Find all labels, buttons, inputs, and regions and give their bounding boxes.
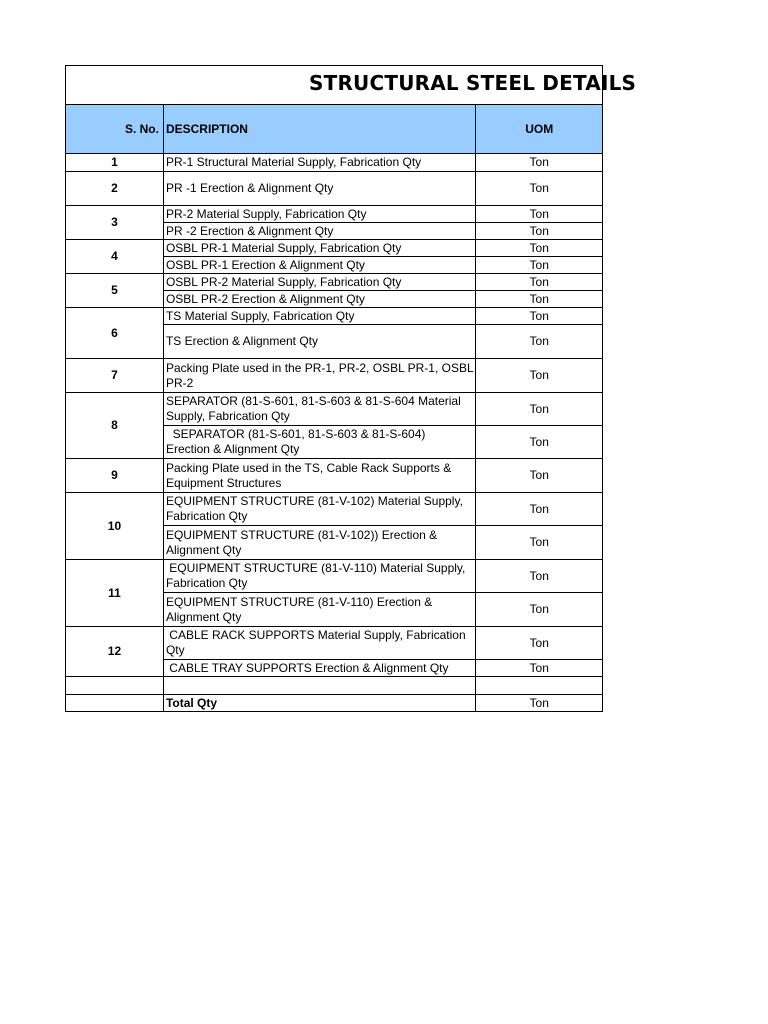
uom-cell: Ton bbox=[476, 154, 603, 172]
structural-steel-sheet bbox=[65, 65, 637, 712]
uom-cell: Ton bbox=[476, 493, 603, 526]
uom-cell: Ton bbox=[476, 291, 603, 308]
uom-cell: Ton bbox=[476, 223, 603, 240]
total-sno-cell bbox=[66, 695, 163, 712]
description-cell: PR-1 Structural Material Supply, Fabrication Qty bbox=[163, 154, 475, 172]
description-cell: Packing Plate used in the TS, Cable Rack Supports & Equipment Structures bbox=[163, 459, 475, 493]
uom-cell: Ton bbox=[476, 660, 603, 677]
table-row bbox=[66, 459, 603, 493]
total-row bbox=[66, 695, 603, 712]
sno-cell: 5 bbox=[66, 274, 163, 308]
total-uom: Ton bbox=[476, 695, 603, 712]
sno-cell: 1 bbox=[66, 154, 163, 172]
description-cell: EQUIPMENT STRUCTURE (81-V-110) Erection & Alignment Qty bbox=[163, 593, 475, 627]
description-cell: PR -2 Erection & Alignment Qty bbox=[163, 223, 475, 240]
description-cell: EQUIPMENT STRUCTURE (81-V-102) Material Supply, Fabrication Qty bbox=[163, 493, 475, 526]
uom-cell: Ton bbox=[476, 393, 603, 426]
sno-cell: 11 bbox=[66, 560, 163, 627]
uom-cell: Ton bbox=[476, 308, 603, 325]
description-cell: CABLE RACK SUPPORTS Material Supply, Fabrication Qty bbox=[163, 627, 475, 660]
header-uom: UOM bbox=[476, 105, 603, 154]
uom-cell: Ton bbox=[476, 274, 603, 291]
table-row bbox=[66, 172, 603, 206]
uom-cell: Ton bbox=[476, 240, 603, 257]
sno-cell: 3 bbox=[66, 206, 163, 240]
uom-cell: Ton bbox=[476, 172, 603, 206]
uom-cell: Ton bbox=[476, 206, 603, 223]
header-sno: S. No. bbox=[66, 105, 163, 154]
sno-cell: 12 bbox=[66, 627, 163, 677]
sno-cell: 2 bbox=[66, 172, 163, 206]
uom-cell: Ton bbox=[476, 627, 603, 660]
sno-cell: 4 bbox=[66, 240, 163, 274]
uom-cell bbox=[476, 677, 603, 695]
table-row bbox=[66, 206, 603, 223]
table-row bbox=[66, 627, 603, 660]
uom-cell: Ton bbox=[476, 359, 603, 393]
table-row bbox=[66, 677, 603, 695]
header-description: DESCRIPTION bbox=[163, 105, 475, 154]
description-cell: OSBL PR-2 Erection & Alignment Qty bbox=[163, 291, 475, 308]
header-row bbox=[66, 105, 603, 154]
description-cell: Packing Plate used in the PR-1, PR-2, OSBL PR-1, OSBL PR-2 bbox=[163, 359, 475, 393]
table-row bbox=[66, 359, 603, 393]
description-cell: EQUIPMENT STRUCTURE (81-V-110) Material Supply, Fabrication Qty bbox=[163, 560, 475, 593]
table-row bbox=[66, 274, 603, 291]
description-cell: OSBL PR-2 Material Supply, Fabrication Qty bbox=[163, 274, 475, 291]
steel-details-table bbox=[66, 105, 603, 712]
table-row bbox=[66, 393, 603, 426]
sno-cell bbox=[66, 677, 163, 695]
description-cell: CABLE TRAY SUPPORTS Erection & Alignment Qty bbox=[163, 660, 475, 677]
table-row bbox=[66, 154, 603, 172]
table-row bbox=[66, 308, 603, 325]
sheet-title: STRUCTURAL STEEL DETAILS bbox=[309, 71, 637, 95]
sheet-title-cell bbox=[66, 66, 637, 105]
uom-cell: Ton bbox=[476, 526, 603, 560]
description-cell: TS Material Supply, Fabrication Qty bbox=[163, 308, 475, 325]
sno-cell: 6 bbox=[66, 308, 163, 359]
uom-cell: Ton bbox=[476, 560, 603, 593]
sno-cell: 8 bbox=[66, 393, 163, 459]
description-cell: EQUIPMENT STRUCTURE (81-V-102)) Erection & Alignment Qty bbox=[163, 526, 475, 560]
description-cell: PR -1 Erection & Alignment Qty bbox=[163, 172, 475, 206]
table-row bbox=[66, 240, 603, 257]
sno-cell: 7 bbox=[66, 359, 163, 393]
uom-cell: Ton bbox=[476, 459, 603, 493]
description-cell: OSBL PR-1 Erection & Alignment Qty bbox=[163, 257, 475, 274]
description-cell: OSBL PR-1 Material Supply, Fabrication Qty bbox=[163, 240, 475, 257]
description-cell: SEPARATOR (81-S-601, 81-S-603 & 81-S-604) Erection & Alignment Qty bbox=[163, 426, 475, 459]
uom-cell: Ton bbox=[476, 426, 603, 459]
description-cell: TS Erection & Alignment Qty bbox=[163, 325, 475, 359]
table-row bbox=[66, 493, 603, 526]
uom-cell: Ton bbox=[476, 593, 603, 627]
total-label: Total Qty bbox=[163, 695, 475, 712]
table-row bbox=[66, 560, 603, 593]
uom-cell: Ton bbox=[476, 325, 603, 359]
description-cell: PR-2 Material Supply, Fabrication Qty bbox=[163, 206, 475, 223]
description-cell: SEPARATOR (81-S-601, 81-S-603 & 81-S-604 Material Supply, Fabrication Qty bbox=[163, 393, 475, 426]
sno-cell: 9 bbox=[66, 459, 163, 493]
description-cell bbox=[163, 677, 475, 695]
uom-cell: Ton bbox=[476, 257, 603, 274]
sno-cell: 10 bbox=[66, 493, 163, 560]
